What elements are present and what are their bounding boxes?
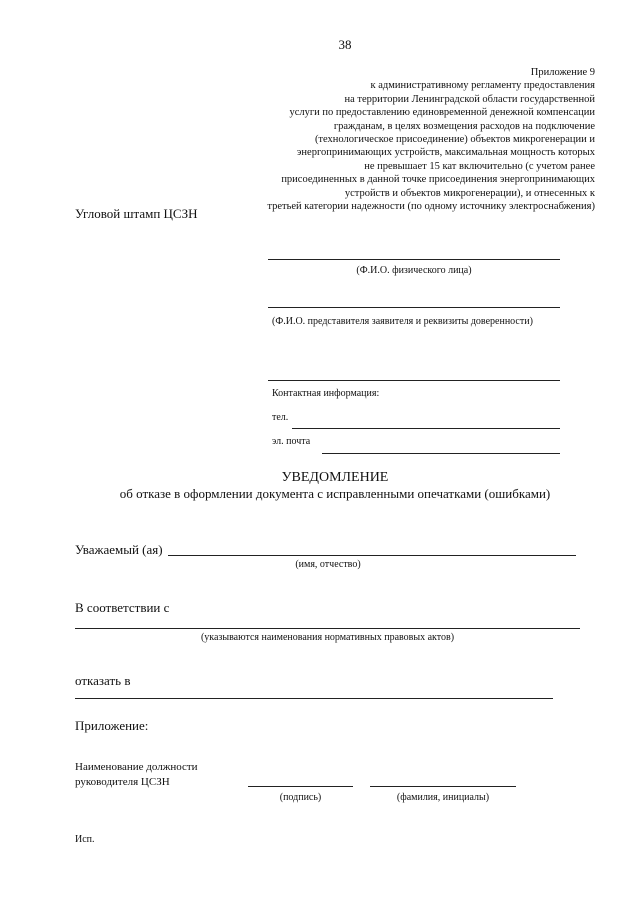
appendix-line: третьей категории надежности (по одному источнику электроснабжения) — [267, 201, 595, 213]
surname-line — [370, 786, 516, 787]
appendix-line: устройств и объектов микрогенерации), и отнесенных к — [344, 187, 595, 199]
name-line — [168, 555, 576, 556]
appendix-header — [267, 66, 595, 213]
salutation-label: Уважаемый (ая) — [75, 542, 163, 557]
signature-line — [248, 786, 353, 787]
representative-line — [268, 307, 560, 308]
signature-caption: (подпись) — [279, 792, 322, 803]
appendix-line: гражданам, в целях возмещения расходов на подключение — [333, 120, 595, 132]
page-number: 38 — [338, 37, 352, 52]
attachment-label: Приложение: — [75, 718, 149, 733]
phone-label: тел. — [272, 412, 289, 423]
appendix-line: на территории Ленинградской области государственной — [344, 93, 595, 105]
refuse-line — [75, 698, 553, 699]
appendix-line: не превышает 15 кат включительно (с учетом ранее — [364, 160, 595, 172]
email-label: эл. почта — [272, 436, 311, 447]
acts-caption: (указываются наименования нормативных правовых актов) — [200, 632, 455, 643]
position-title-line2: руководителя ЦСЗН — [75, 776, 170, 788]
acts-line — [75, 628, 580, 629]
appendix-line: энергопринимающих устройств, максимальная мощность которых — [296, 147, 595, 159]
contact-label: Контактная информация: — [272, 388, 380, 399]
refuse-label: отказать в — [75, 673, 131, 688]
appendix-line: услуги по предоставлению единовременной денежной компенсации — [289, 107, 595, 119]
fio-caption: (Ф.И.О. физического лица) — [356, 265, 472, 276]
corner-stamp-label: Угловой штамп ЦСЗН — [75, 206, 198, 221]
notice-subtitle: об отказе в оформлении документа с исправленными опечатками (ошибками) — [119, 486, 551, 501]
representative-caption: (Ф.И.О. представителя заявителя и реквизиты доверенности) — [272, 316, 533, 327]
name-caption: (имя, отчество) — [295, 559, 361, 570]
appendix-line: (технологическое присоединение) объектов микрогенерации и — [314, 134, 595, 146]
address-line — [268, 380, 560, 381]
position-title-line1: Наименование должности — [75, 761, 198, 773]
in-accordance-label: В соответствии с — [75, 600, 170, 615]
notice-title: УВЕДОМЛЕНИЕ — [281, 470, 389, 485]
appendix-line: к административному регламенту предоставления — [370, 80, 595, 92]
appendix-line: присоединенных в данной точке присоединения энергопринимающих — [281, 174, 595, 186]
surname-caption: (фамилия, инициалы) — [396, 792, 490, 803]
fio-line — [268, 259, 560, 260]
appendix-line: Приложение 9 — [530, 67, 595, 78]
email-line — [322, 453, 560, 454]
executor-label: Исп. — [75, 834, 95, 845]
phone-line — [292, 428, 560, 429]
